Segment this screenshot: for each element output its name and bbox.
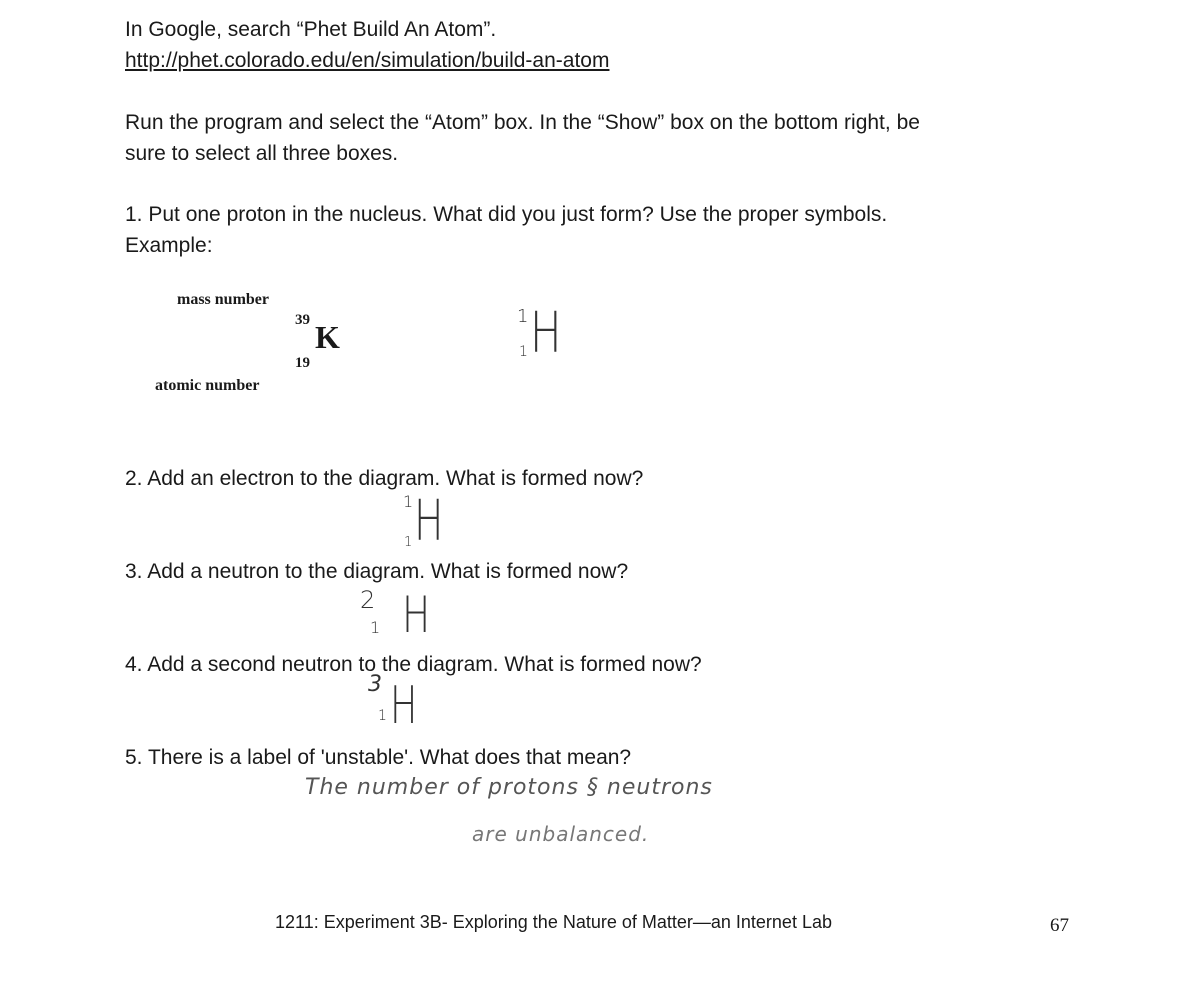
answer-1-atomic: 1: [519, 344, 528, 360]
answer-2-atomic: 1: [404, 535, 413, 550]
simulation-link[interactable]: http://phet.colorado.edu/en/simulation/build-an-atom: [125, 49, 610, 72]
answer-3-symbol: H: [402, 586, 431, 644]
question-1-text: 1. Put one proton in the nucleus. What did you just form? Use the proper symbols.: [125, 203, 888, 226]
atomic-number-label: atomic number: [155, 377, 260, 394]
example-mass-value: 39: [295, 312, 310, 328]
example-label: Example:: [125, 234, 213, 257]
answer-4-atomic: 1: [378, 708, 387, 724]
intro-search-line: In Google, search “Phet Build An Atom”.: [125, 18, 497, 41]
answer-2-mass: 1: [403, 492, 414, 511]
answer-4-mass: 3: [368, 672, 382, 697]
answer-1-symbol: H: [530, 301, 562, 366]
answer-3-atomic: 1: [370, 618, 381, 637]
example-element-symbol: K: [315, 319, 340, 355]
question-5-text: 5. There is a label of 'unstable'. What does that mean?: [125, 746, 632, 769]
footer-title: 1211: Experiment 3B- Exploring the Nature of Matter—an Internet Lab: [275, 912, 832, 932]
answer-5-line-2: are unbalanced.: [472, 822, 650, 846]
answer-3-mass: 2: [360, 586, 376, 614]
answer-1-mass: 1: [517, 306, 529, 327]
intro-run-line-2: sure to select all three boxes.: [125, 142, 399, 165]
question-2-text: 2. Add an electron to the diagram. What is formed now?: [125, 467, 644, 490]
example-atomic-value: 19: [295, 355, 310, 371]
question-4-text: 4. Add a second neutron to the diagram. What is formed now?: [125, 653, 702, 676]
answer-2-symbol: H: [414, 489, 444, 554]
mass-number-label: mass number: [177, 291, 270, 308]
question-3-text: 3. Add a neutron to the diagram. What is formed now?: [125, 560, 629, 583]
answer-4-symbol: H: [390, 676, 418, 736]
intro-run-line-1: Run the program and select the “Atom” box. In the “Show” box on the bottom right, be: [125, 111, 920, 134]
page-number: 67: [1050, 915, 1069, 936]
answer-5-line-1: The number of protons § neutrons: [305, 775, 713, 800]
